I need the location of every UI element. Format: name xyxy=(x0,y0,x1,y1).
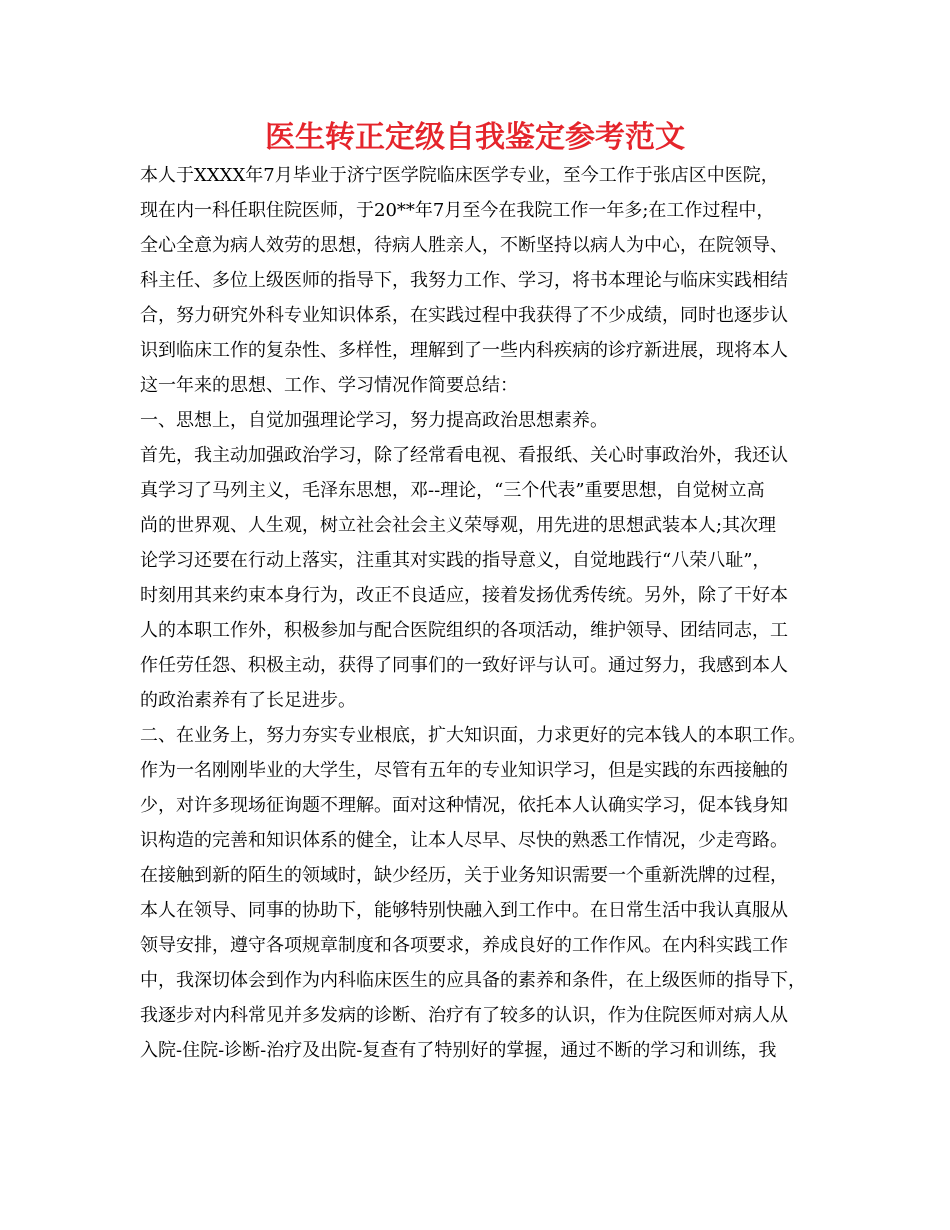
body-line: 首先，我主动加强政治学习，除了经常看电视、看报纸、关心时事政治外，我还认 xyxy=(140,445,788,466)
body-line: 的政治素养有了长足进步。 xyxy=(140,690,356,711)
body-line: 在接触到新的陌生的领域时，缺少经历，关于业务知识需要一个重新洗牌的过程， xyxy=(140,865,788,886)
document-body xyxy=(140,158,830,1068)
body-line: 入院-住院-诊断-治疗及出院-复查有了特别好的掌握，通过不断的学习和训练，我 xyxy=(140,1040,777,1061)
body-line: 识构造的完善和知识体系的健全，让本人尽早、尽快的熟悉工作情况，少走弯路。 xyxy=(140,830,788,851)
body-line: 中，我深切体会到作为内科临床医生的应具备的素养和条件，在上级医师的指导下， xyxy=(140,970,806,991)
body-line: 作任劳任怨、积极主动，获得了同事们的一致好评与认可。通过努力，我感到本人 xyxy=(140,655,788,676)
body-line: 少，对许多现场征询题不理解。面对这种情况，依托本人认确实学习，促本钱身知 xyxy=(140,795,788,816)
body-line: 论学习还要在行动上落实，注重其对实践的指导意义，自觉地践行“八荣八耻”， xyxy=(140,550,771,571)
body-line: 本人在领导、同事的协助下，能够特别快融入到工作中。在日常生活中我认真服从 xyxy=(140,900,788,921)
body-line: 尚的世界观、人生观，树立社会社会主义荣辱观，用先进的思想武装本人;其次理 xyxy=(140,515,777,536)
body-line: 我逐步对内科常见并多发病的诊断、治疗有了较多的认识，作为住院医师对病人从 xyxy=(140,1005,788,1026)
body-line: 作为一名刚刚毕业的大学生，尽管有五年的专业知识学习，但是实践的东西接触的 xyxy=(140,760,788,781)
body-line: 合，努力研究外科专业知识体系，在实践过程中我获得了不少成绩，同时也逐步认 xyxy=(140,305,788,326)
body-line: 本人于XXXX年7月毕业于济宁医学院临床医学专业，至今工作于张店区中医院， xyxy=(140,165,779,186)
body-line: 识到临床工作的复杂性、多样性，理解到了一些内科疾病的诊疗新进展，现将本人 xyxy=(140,340,788,361)
body-line: 这一年来的思想、工作、学习情况作简要总结： xyxy=(140,375,518,396)
body-line: 一、思想上，自觉加强理论学习，努力提高政治思想素养。 xyxy=(140,410,608,431)
body-line: 领导安排，遵守各项规章制度和各项要求，养成良好的工作作风。在内科实践工作 xyxy=(140,935,788,956)
body-line: 全心全意为病人效劳的思想，待病人胜亲人，不断坚持以病人为中心，在院领导、 xyxy=(140,235,788,256)
body-line: 真学习了马列主义，毛泽东思想，邓--理论，“三个代表”重要思想，自觉树立高 xyxy=(140,480,765,501)
body-line: 人的本职工作外，积极参加与配合医院组织的各项活动，维护领导、团结同志，工 xyxy=(140,620,788,641)
body-line: 时刻用其来约束本身行为，改正不良适应，接着发扬优秀传统。另外，除了干好本 xyxy=(140,585,788,606)
body-line: 二、在业务上，努力夯实专业根底，扩大知识面，力求更好的完本钱人的本职工作。 xyxy=(140,725,806,746)
body-line: 科主任、多位上级医师的指导下，我努力工作、学习，将书本理论与临床实践相结 xyxy=(140,270,788,291)
body-line: 现在内一科任职住院医师，于20**年7月至今在我院工作一年多;在工作过程中， xyxy=(140,200,775,221)
document-title: 医生转正定级自我鉴定参考范文 xyxy=(265,120,685,155)
